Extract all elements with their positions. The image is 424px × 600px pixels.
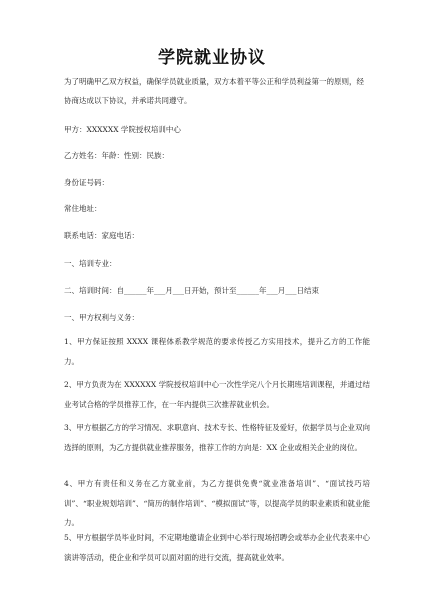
clause-2: 2、甲方负责为在 XXXXXX 学院授权培训中心一次性学完八个月长期班培训课程，并通过结业考试合格的学员推荐工作，在一年内提供三次推荐就业机会。 (64, 380, 370, 409)
party-b-line: 乙方姓名：年龄：性别：民族： (64, 151, 169, 160)
party-a-line: 甲方：XXXXXX 学院授权培训中心 (64, 125, 181, 134)
clause-1: 1、甲方保证按照 XXXX 课程体系教学规范的要求传授乙方实用技术，提升乙方的工作能力。 (64, 337, 370, 366)
party-a-rights-heading: 一、甲方权利与义务： (64, 313, 139, 322)
training-major-line: 一、培训专业： (64, 259, 117, 268)
clause-5: 5、甲方根据学员毕业时间，不定期地邀请企业到中心举行现场招聘会或举办企业代表来中心演讲等活动，使企业和学员可以面对面的进行交流，提高就业效率。 (64, 533, 370, 562)
clause-3: 3、甲方根据乙方的学习情况、求职意向、技术专长、性格特征及爱好，依据学员与企业双向选择的原则，为乙方提供就业推荐服务，推荐工作的方向是：XX 企业或相关企业的岗位。 (64, 423, 370, 452)
id-number-line: 身份证号码： (64, 178, 109, 187)
intro-paragraph: 为了明确甲乙双方权益，确保学员就业质量，双方本着平等公正和学员利益第一的原则，经协商达成以下协议，并承诺共同遵守。 (64, 77, 364, 105)
document-title: 学院就业协议 (158, 48, 266, 68)
training-period-line: 二、培训时间：自______年___月___日开始，预计至______年___月___日结束 (64, 286, 319, 295)
address-line: 常住地址： (64, 204, 102, 213)
contact-line: 联系电话：家庭电话： (64, 231, 139, 240)
clause-4: 4、甲方有责任和义务在乙方就业前，为乙方提供免费“就业准备培训”、“面试技巧培训”、“职业规划培训”、“简历的制作培训”、“模拟面试”等，以提高学员的职业素质和就业能力。 (64, 479, 370, 527)
